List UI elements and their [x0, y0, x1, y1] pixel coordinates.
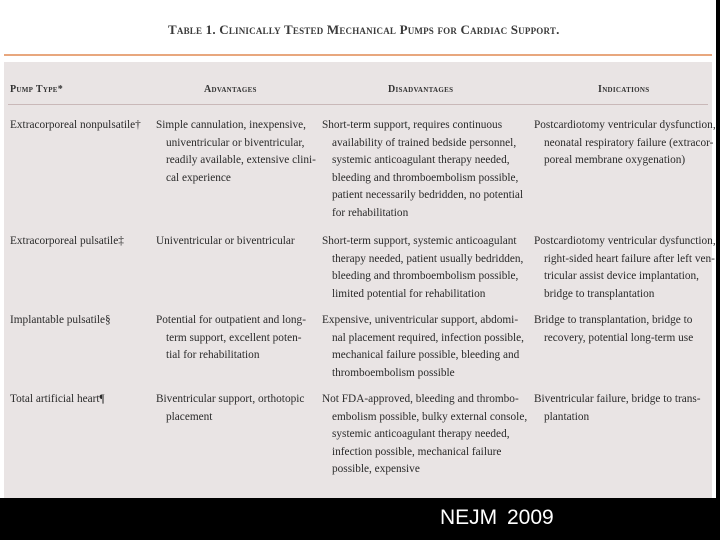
- cell-line: thromboembolism possible: [332, 366, 455, 379]
- cell-line: Bridge to transplantation, bridge to: [534, 314, 693, 326]
- cell-indications: [534, 117, 716, 170]
- cell-line: recovery, potential long-term use: [544, 331, 694, 344]
- cell-indications: [534, 233, 716, 303]
- cell-line: nal placement required, infection possible,: [332, 331, 524, 344]
- cell-line: possible, expensive: [332, 463, 420, 476]
- cell-line: Implantable pulsatile§: [10, 314, 111, 326]
- cell-line: mechanical failure possible, bleeding and: [332, 349, 520, 362]
- cell-disadvantages: [322, 233, 526, 303]
- cell-line: Postcardiotomy ventricular dysfunction,: [534, 119, 716, 131]
- cell-line: systemic anticoagulant therapy needed,: [332, 428, 510, 441]
- cell-line: Potential for outpatient and long-: [156, 314, 306, 326]
- cell-line: Univentricular or biventricular: [156, 235, 295, 247]
- cell-pump-type: [10, 391, 150, 409]
- cell-line: tricular assist device implantation,: [544, 270, 699, 283]
- cell-line: univentricular or biventricular,: [166, 136, 305, 149]
- cell-line: Expensive, univentricular support, abdomi-: [322, 314, 519, 326]
- cell-line: Postcardiotomy ventricular dysfunction,: [534, 235, 716, 247]
- cell-line: neonatal respiratory failure (extracor-: [544, 136, 714, 149]
- cell-indications: [534, 312, 716, 347]
- cell-disadvantages: [322, 117, 526, 223]
- cell-pump-type: [10, 117, 150, 135]
- cell-line: Biventricular support, orthotopic: [156, 393, 305, 405]
- cell-advantages: [156, 312, 314, 365]
- cell-line: systemic anticoagulant therapy needed,: [332, 154, 510, 167]
- cell-line: readily available, extensive clini-: [166, 154, 316, 167]
- cell-line: right-sided heart failure after left ven-: [544, 252, 715, 265]
- cell-line: infection possible, mechanical failure: [332, 445, 502, 458]
- cell-line: Extracorporeal nonpulsatile†: [10, 119, 141, 131]
- table-title: Table 1. Clinically Tested Mechanical Pumps for Cardiac Support.: [168, 22, 560, 37]
- cell-line: Total artificial heart¶: [10, 393, 105, 405]
- cell-line: term support, excellent poten-: [166, 331, 302, 344]
- cell-indications: [534, 391, 716, 426]
- cell-line: Biventricular failure, bridge to trans-: [534, 393, 701, 405]
- cell-line: limited potential for rehabilitation: [332, 287, 486, 300]
- cell-line: poreal membrane oxygenation): [544, 154, 686, 167]
- cell-advantages: [156, 391, 314, 426]
- cell-line: for rehabilitation: [332, 206, 409, 219]
- cell-pump-type: [10, 233, 150, 251]
- cell-line: patient necessarily bedridden, no potential: [332, 189, 524, 202]
- citation-label: NEJM 2009: [440, 506, 554, 529]
- title-divider: [4, 54, 712, 56]
- header-pump-type: Pump Type*: [10, 84, 64, 95]
- cell-line: bridge to transplantation: [544, 287, 655, 300]
- cell-advantages: [156, 117, 314, 187]
- cell-line: cal experience: [166, 171, 231, 184]
- cell-line: placement: [166, 410, 213, 423]
- cell-disadvantages: [322, 391, 526, 479]
- cell-line: bleeding and thromboembolism possible,: [332, 171, 519, 184]
- cell-line: Not FDA-approved, bleeding and thrombo-: [322, 393, 519, 405]
- header-advantages: Advantages: [204, 84, 257, 95]
- cell-line: availability of trained bedside personnel,: [332, 136, 517, 149]
- cell-line: Extracorporeal pulsatile‡: [10, 235, 124, 247]
- header-indications: Indications: [598, 84, 650, 95]
- cell-line: plantation: [544, 410, 590, 423]
- cell-pump-type: [10, 312, 150, 330]
- cell-disadvantages: [322, 312, 526, 382]
- cell-line: tial for rehabilitation: [166, 349, 260, 362]
- header-disadvantages: Disadvantages: [388, 84, 454, 95]
- cell-line: Short-term support, requires continuous: [322, 119, 503, 131]
- header-divider: [8, 104, 708, 105]
- cell-line: Simple cannulation, inexpensive,: [156, 119, 306, 131]
- cell-line: Short-term support, systemic anticoagulant: [322, 235, 517, 247]
- cell-line: embolism possible, bulky external console,: [332, 410, 528, 423]
- cell-line: bleeding and thromboembolism possible,: [332, 270, 519, 283]
- cell-line: therapy needed, patient usually bedridden,: [332, 252, 524, 265]
- cell-advantages: [156, 233, 314, 251]
